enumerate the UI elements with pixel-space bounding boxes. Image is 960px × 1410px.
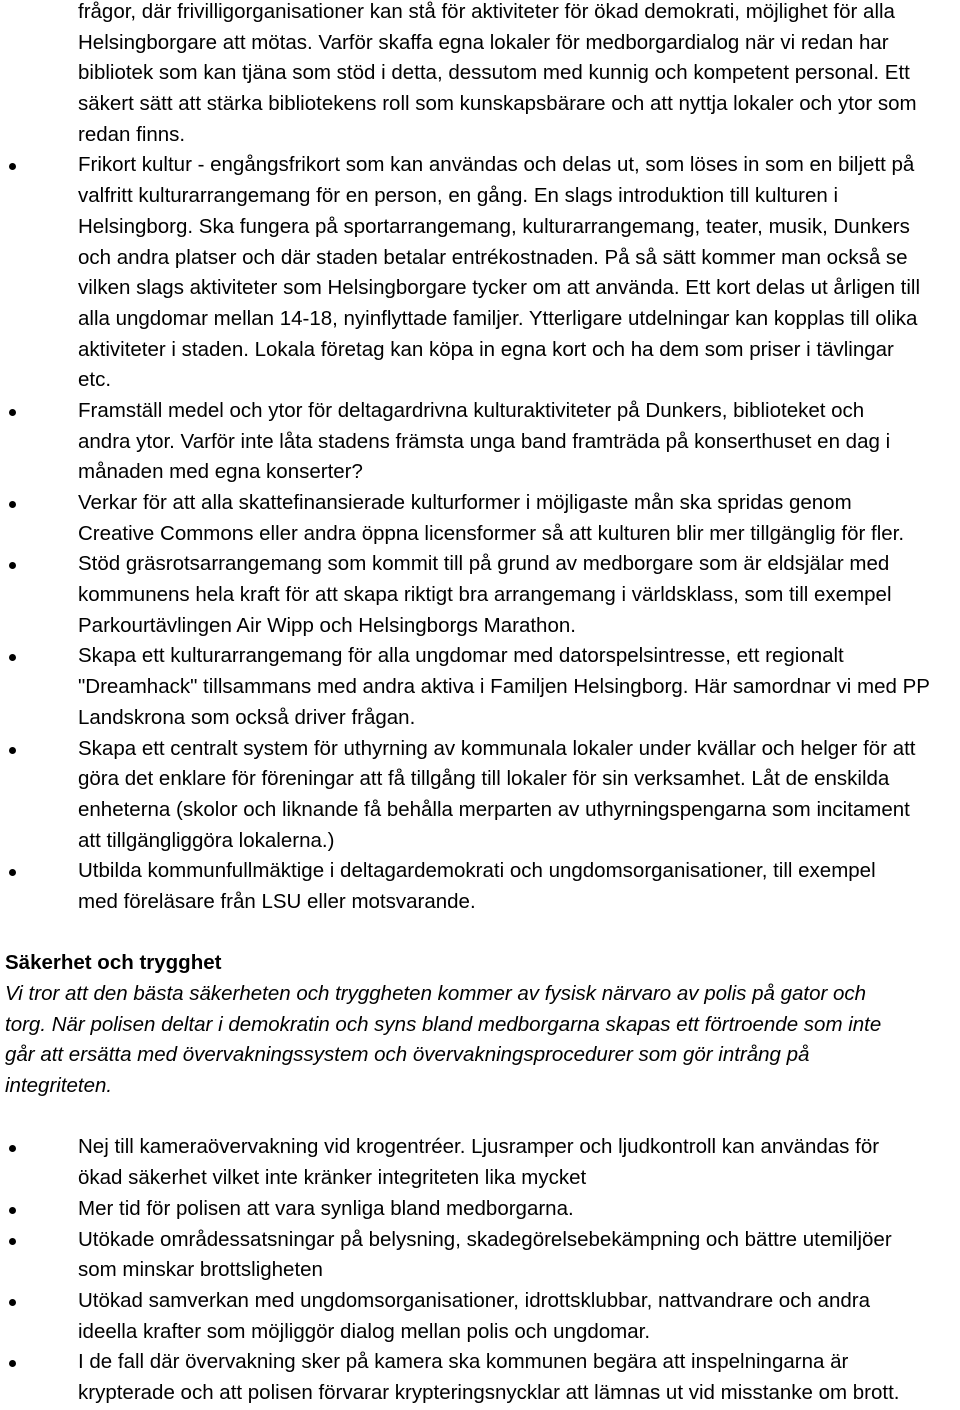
text-line: integriteten. [5,1074,113,1098]
text-line: göra det enklare för föreningar att få tillgång till lokaler för sin verksamhet. Låt de enskilda [78,767,890,791]
text-line: vilken slags aktiviteter som Helsingborgare tycker om att använda. Ett kort delas ut årligen till [78,276,921,300]
bullet-item [0,641,960,733]
text-line: Creative Commons eller andra öppna licensformer så att kulturen blir mer tillgänglig för fler. [78,521,905,545]
text-line: "Dreamhack" tillsammans med andra aktiva i Familjen Helsingborg. Här samordnar vi med PP [78,675,930,699]
text-line: att tillgängliggöra lokalerna.) [78,828,335,852]
spacer [0,918,960,949]
bullet-item [0,1132,960,1193]
bullet-item [0,1225,960,1286]
text-line: bibliotek som kan tjäna som stöd i detta, dessutom med kunnig och kompetent personal. Ett [78,61,910,85]
bullet-dot-icon [9,501,16,508]
text-line: Utbilda kommunfullmäktige i deltagardemokrati och ungdomsorganisationer, till exempel [78,859,876,883]
intro-paragraph [0,0,960,150]
bullet-item [0,734,960,857]
text-line: Landskrona som också driver frågan. [78,705,416,729]
text-line: Nej till kameraövervakning vid krogentréer. Ljusramper och ljudkontroll kan användas för [78,1135,880,1159]
bullet-dot-icon [9,654,16,661]
text-line: Mer tid för polisen att vara synliga bland medborgarna. [78,1196,574,1220]
text-line: Vi tror att den bästa säkerheten och tryggheten kommer av fysisk närvaro av polis på gator och [5,982,867,1005]
text-line: kommunens hela kraft för att skapa riktigt bra arrangemang i världsklass, som till exempel [78,583,892,607]
text-line: krypterade och att polisen förvarar krypteringsnycklar att lämnas ut vid misstanke om brott. [78,1380,900,1404]
text-line: valfritt kulturarrangemang för en person, en gång. En slags introduktion till kulturen i [78,184,839,208]
text-line: Skapa ett kulturarrangemang för alla ungdomar med datorspelsintresse, ett regionalt [78,644,844,668]
bullet-dot-icon [9,747,16,754]
text-line: andra ytor. Varför inte låta stadens främsta unga band framträda på konserthuset en dag i [78,429,891,453]
bullet-item [0,488,960,549]
text-line: Stöd gräsrotsarrangemang som kommit till på grund av medborgare som är eldsjälar med [78,552,890,576]
section-heading: Säkerhet och trygghet [5,951,222,975]
text-line: ökad säkerhet vilket inte kränker integriteten lika mycket [78,1166,587,1190]
text-line: Framställ medel och ytor för deltagardrivna kulturaktiviteter på Dunkers, biblioteket och [78,398,865,422]
text-line: Helsingborgare att mötas. Varför skaffa egna lokaler för medborgardialog när vi redan har [78,30,889,54]
bullet-dot-icon [9,869,16,876]
text-line: Verkar för att alla skattefinansierade kulturformer i möjligaste mån ska spridas genom [78,491,852,514]
text-line: Helsingborg. Ska fungera på sportarrangemang, kulturarrangemang, teater, musik, Dunkers [78,214,910,238]
text-line: månaden med egna konserter? [78,460,363,484]
bullet-dot-icon [9,409,16,416]
text-line: aktiviteter i staden. Lokala företag kan köpa in egna kort och ha dem som priser i tävlingar [78,337,894,361]
bullet-item [0,549,960,641]
bullet-item [0,150,960,396]
text-line: ideella krafter som möjliggör dialog mellan polis och ungdomar. [78,1319,651,1343]
spacer [0,1102,960,1133]
text-line: torg. När polisen deltar i demokratin och syns bland medborgarna skapas ett förtroende som inte [5,1012,882,1036]
bullet-dot-icon [9,1360,16,1367]
text-line: frågor, där frivilligorganisationer kan stå för aktiviteter för ökad demokrati, möjlighet för alla [78,0,895,23]
text-line: och andra platser och där staden betalar entrékostnaden. På så sätt kommer man också se [78,245,908,269]
text-line: I de fall där övervakning sker på kamera ska kommunen begära att inspelningarna är [78,1350,849,1374]
bullet-dot-icon [9,1299,16,1306]
text-line: säkert sätt att stärka bibliotekens roll som kunskapsbärare och att nyttja lokaler och ytor som [78,92,917,116]
text-line: Utökad samverkan med ungdomsorganisationer, idrottsklubbar, nattvandrare och andra [78,1288,870,1312]
bullet-item [0,856,960,917]
text-line: etc. [78,368,112,392]
security-bullet-list [0,1132,960,1408]
text-line: redan finns. [78,122,186,146]
bullet-dot-icon [9,1238,16,1245]
text-line: Skapa ett centralt system för uthyrning av kommunala lokaler under kvällar och helger för att [78,736,916,760]
text-line: som minskar brottsligheten [78,1258,323,1282]
text-line: Frikort kultur - engångsfrikort som kan användas och delas ut, som löses in som en biljett på [78,153,915,177]
bullet-dot-icon [9,1145,16,1152]
text-line: Utökade områdessatsningar på belysning, skadegörelsebekämpning och bättre utemiljöer [78,1227,892,1251]
bullet-item [0,1194,960,1225]
bullet-item [0,396,960,488]
bullet-item [0,1286,960,1347]
text-line: Parkourtävlingen Air Wipp och Helsingborgs Marathon. [78,613,576,637]
text-line: med föreläsare från LSU eller motsvarande. [78,889,476,913]
section-intro-paragraph [0,979,960,1102]
culture-bullet-list [0,150,960,917]
text-line: går att ersätta med övervakningssystem och övervakningsprocedurer som gör intrång på [5,1043,810,1067]
text-line: enheterna (skolor och liknande få behålla merparten av uthyrningspengarna som incitament [78,797,910,821]
bullet-item [0,1347,960,1408]
text-line: alla ungdomar mellan 14-18, nyinflyttade familjer. Ytterligare utdelningar kan kopplas till olika [78,306,918,330]
bullet-dot-icon [9,562,16,569]
bullet-dot-icon [9,163,16,170]
bullet-dot-icon [9,1207,16,1214]
